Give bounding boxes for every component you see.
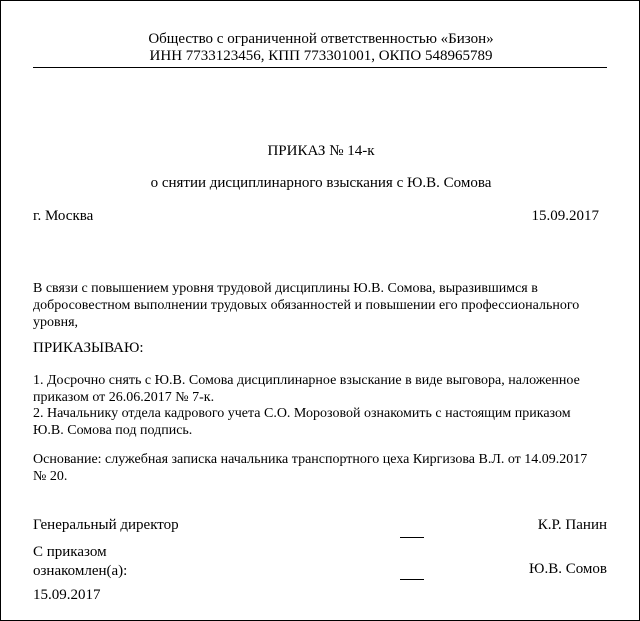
employee-signature-line	[400, 579, 424, 580]
organization-codes: ИНН 7733123456, КПП 773301001, ОКПО 548965789	[149, 48, 493, 64]
organization-name: Общество с ограниченной ответственностью «Бизон»	[148, 31, 494, 47]
acknowledgement-label-line2: ознакомлен(а):	[33, 563, 128, 579]
header-divider	[33, 67, 607, 68]
employee-name: Ю.В. Сомов	[529, 561, 607, 577]
preamble-paragraph: В связи с повышением уровня трудовой дисциплины Ю.В. Сомова, выразившимся в добросовестном выполнении трудовых обязанностей и повышении его профессионального уровня,	[33, 281, 580, 330]
decree-heading: ПРИКАЗЫВАЮ:	[33, 340, 144, 356]
order-item-1: 1. Досрочно снять с Ю.В. Сомова дисциплинарное взыскание в виде выговора, наложенное приказом от 26.06.2017 № 7-к.	[33, 373, 580, 405]
director-name: К.Р. Панин	[537, 517, 607, 533]
order-date: 15.09.2017	[531, 208, 599, 224]
acknowledgement-label-line1: С приказом	[33, 544, 107, 560]
director-signature-line	[400, 537, 424, 538]
acknowledgement-date: 15.09.2017	[33, 587, 101, 603]
order-place: г. Москва	[33, 208, 94, 224]
director-role: Генеральный директор	[33, 517, 179, 533]
order-item-2: 2. Начальнику отдела кадрового учета С.О. Морозовой ознакомить с настоящим приказом Ю.В. Сомова под подпись.	[33, 406, 571, 438]
order-title: ПРИКАЗ № 14-к	[267, 143, 375, 159]
order-subject: о снятии дисциплинарного взыскания с Ю.В. Сомова	[150, 175, 492, 191]
basis-paragraph: Основание: служебная записка начальника транспортного цеха Киргизова В.Л. от 14.09.2017 № 20.	[33, 452, 588, 484]
